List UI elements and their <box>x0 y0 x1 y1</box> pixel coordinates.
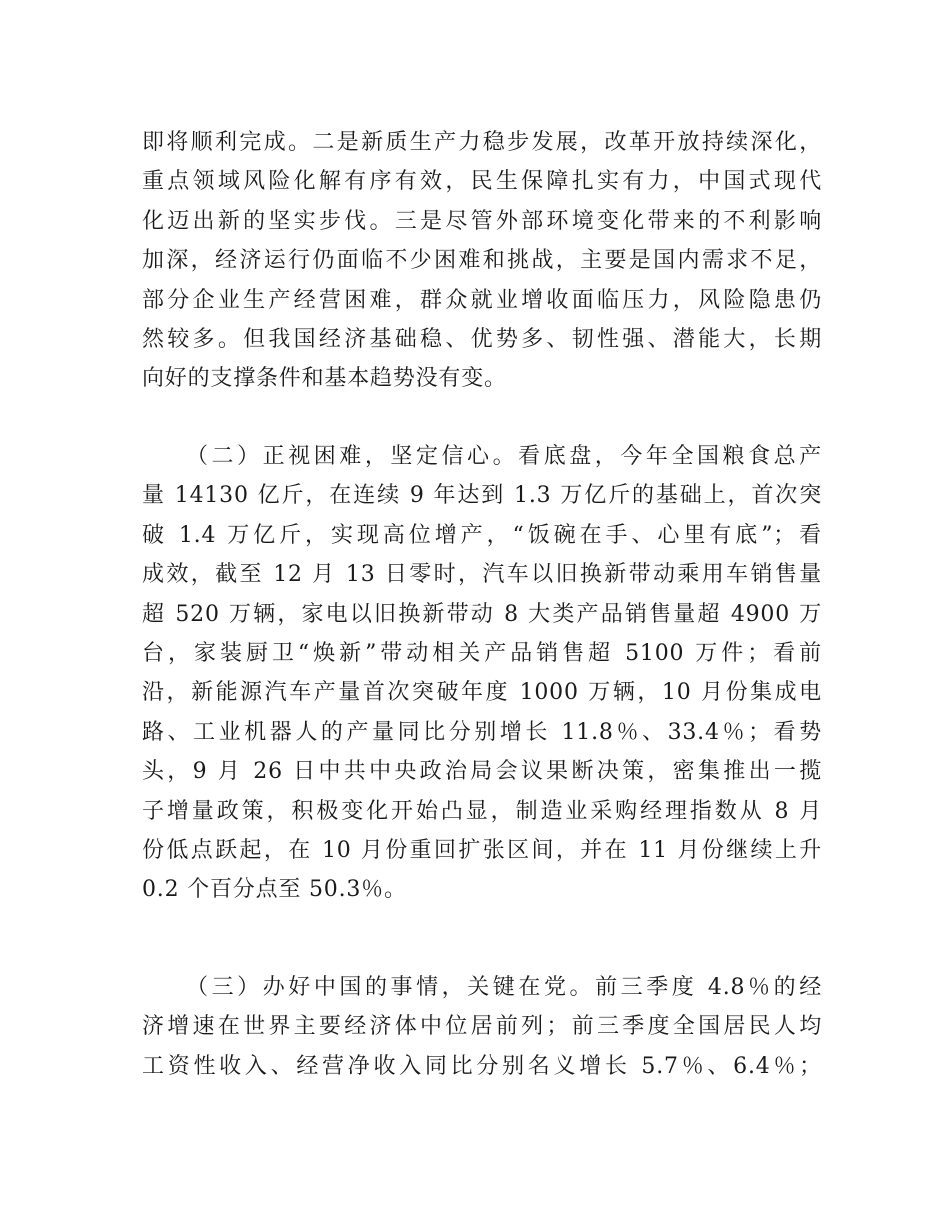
text-line-indented: （二）正视困难，坚定信心。看底盘，今年全国粮食总产 <box>186 444 822 469</box>
text-line: 然较多。但我国经济基础稳、优势多、韧性强、潜能大，长期 <box>142 326 822 352</box>
paragraph-section-three <box>142 968 822 1086</box>
text-line: 超 520 万辆，家电以旧换新带动 8 大类产品销售量超 4900 万 <box>142 601 822 627</box>
text-line: 沿，新能源汽车产量首次突破年度 1000 万辆，10 月份集成电 <box>142 680 822 706</box>
text-line: 加深，经济运行仍面临不少困难和挑战，主要是国内需求不足， <box>142 248 822 274</box>
text-line: 部分企业生产经营困难，群众就业增收面临压力，风险隐患仍 <box>142 287 822 313</box>
text-line: 份低点跃起，在 10 月份重回扩张区间，并在 11 月份继续上升 <box>142 837 822 863</box>
text-line: 工资性收入、经营净收入同比分别名义增长 5.7％、6.4％； <box>142 1053 822 1079</box>
text-line: 台，家装厨卫“焕新”带动相关产品销售超 5100 万件；看前 <box>142 640 822 666</box>
text-line: 即将顺利完成。二是新质生产力稳步发展，改革开放持续深化， <box>142 130 822 155</box>
text-line-indented: （三）办好中国的事情，关键在党。前三季度 4.8％的经 <box>186 975 822 1000</box>
text-line: 头，9 月 26 日中共中央政治局会议果断决策，密集推出一揽 <box>142 759 822 785</box>
text-line: 路、工业机器人的产量同比分别增长 11.8％、33.4％；看势 <box>142 719 822 745</box>
text-line: 济增速在世界主要经济体中位居前列；前三季度全国居民人均 <box>142 1014 822 1040</box>
text-line: 量 14130 亿斤，在连续 9 年达到 1.3 万亿斤的基础上，首次突 <box>142 483 822 509</box>
text-line: 化迈出新的坚实步伐。三是尽管外部环境变化带来的不利影响 <box>142 208 822 234</box>
text-line: 0.2 个百分点至 50.3％。 <box>142 877 407 903</box>
paragraph-section-two <box>142 437 822 910</box>
paragraph-economic-summary <box>142 123 822 399</box>
text-line: 重点领域风险化解有序有效，民生保障扎实有力，中国式现代 <box>142 169 822 195</box>
text-line: 向好的支撑条件和基本趋势没有变。 <box>142 366 507 392</box>
text-line: 成效，截至 12 月 13 日零时，汽车以旧换新带动乘用车销售量 <box>142 562 822 588</box>
text-line: 子增量政策，积极变化开始凸显，制造业采购经理指数从 8 月 <box>142 798 822 824</box>
text-line: 破 1.4 万亿斤，实现高位增产，“饭碗在手、心里有底”；看 <box>142 522 822 548</box>
